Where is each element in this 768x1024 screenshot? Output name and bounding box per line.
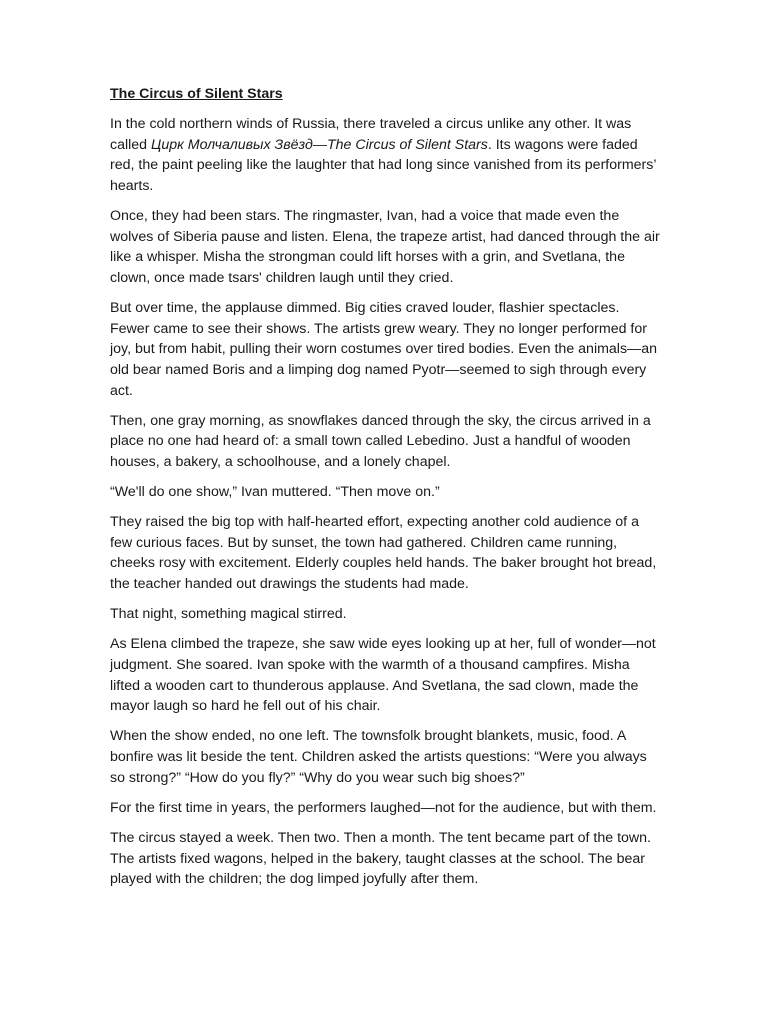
- paragraph-8: As Elena climbed the trapeze, she saw wide eyes looking up at her, full of wonder—not judgment. She soared. Ivan spoke with the warmth of a thousand campfires. Misha lifted a wooden cart to thunderous applause. And Svetlana, the sad clown, made the mayor laugh so hard he fell out of his chair.: [110, 636, 656, 715]
- paragraph-1: [110, 114, 662, 196]
- paragraph-7: That night, something magical stirred.: [110, 606, 347, 623]
- paragraph-10: For the first time in years, the performers laughed—not for the audience, but with them.: [110, 799, 657, 816]
- document-title: The Circus of Silent Stars: [110, 86, 283, 102]
- paragraph-3: But over time, the applause dimmed. Big cities craved louder, flashier spectacles. Fewer came to see their shows. The artists grew weary. They no longer performed for joy, but from habit, pulling their worn costumes over tired bodies. Even the animals—an old bear named Boris and a limping dog named Pyotr—seemed to sigh through every act.: [110, 300, 658, 399]
- paragraph-1-after: . Its wagons were faded red, the paint peeling like the laughter that had long since vanished from its performers’ hearts.: [110, 136, 657, 194]
- document-page: [110, 84, 662, 899]
- paragraph-1-before: In the cold northern winds of Russia, there traveled a circus unlike any other. It was called: [110, 116, 632, 153]
- paragraph-11: The circus stayed a week. Then two. Then a month. The tent became part of the town. The artists fixed wagons, helped in the bakery, taught classes at the school. The bear played with the children; the dog limped joyfully after them.: [110, 829, 652, 888]
- paragraph-6: They raised the big top with half-hearted effort, expecting another cold audience of a few curious faces. But by sunset, the town had gathered. Children came running, cheeks rosy with excitement. Elderly couples held hands. The baker brought hot bread, the teacher handed out drawings the students had made.: [110, 514, 657, 593]
- paragraph-9: When the show ended, no one left. The townsfolk brought blankets, music, food. A bonfire was lit beside the tent. Children asked the artists questions: “Were you always so strong?” “How do you fly?” “Why do you wear such big shoes?”: [110, 728, 647, 786]
- paragraph-2: Once, they had been stars. The ringmaster, Ivan, had a voice that made even the wolves of Siberia pause and listen. Elena, the trapeze artist, had danced through the air like a whisper. Misha the strongman could lift horses with a grin, and Svetlana, the clown, once made tsars' children laugh until they cried.: [110, 208, 660, 286]
- paragraph-5: “We'll do one show,” Ivan muttered. “Then move on.”: [110, 484, 440, 501]
- paragraph-1-italic: Цирк Молчаливых Звёзд—The Circus of Silent Stars: [151, 136, 488, 153]
- paragraph-4: Then, one gray morning, as snowflakes danced through the sky, the circus arrived in a place no one had heard of: a small town called Lebedino. Just a handful of wooden houses, a bakery, a schoolhouse, and a lonely chapel.: [110, 412, 651, 470]
